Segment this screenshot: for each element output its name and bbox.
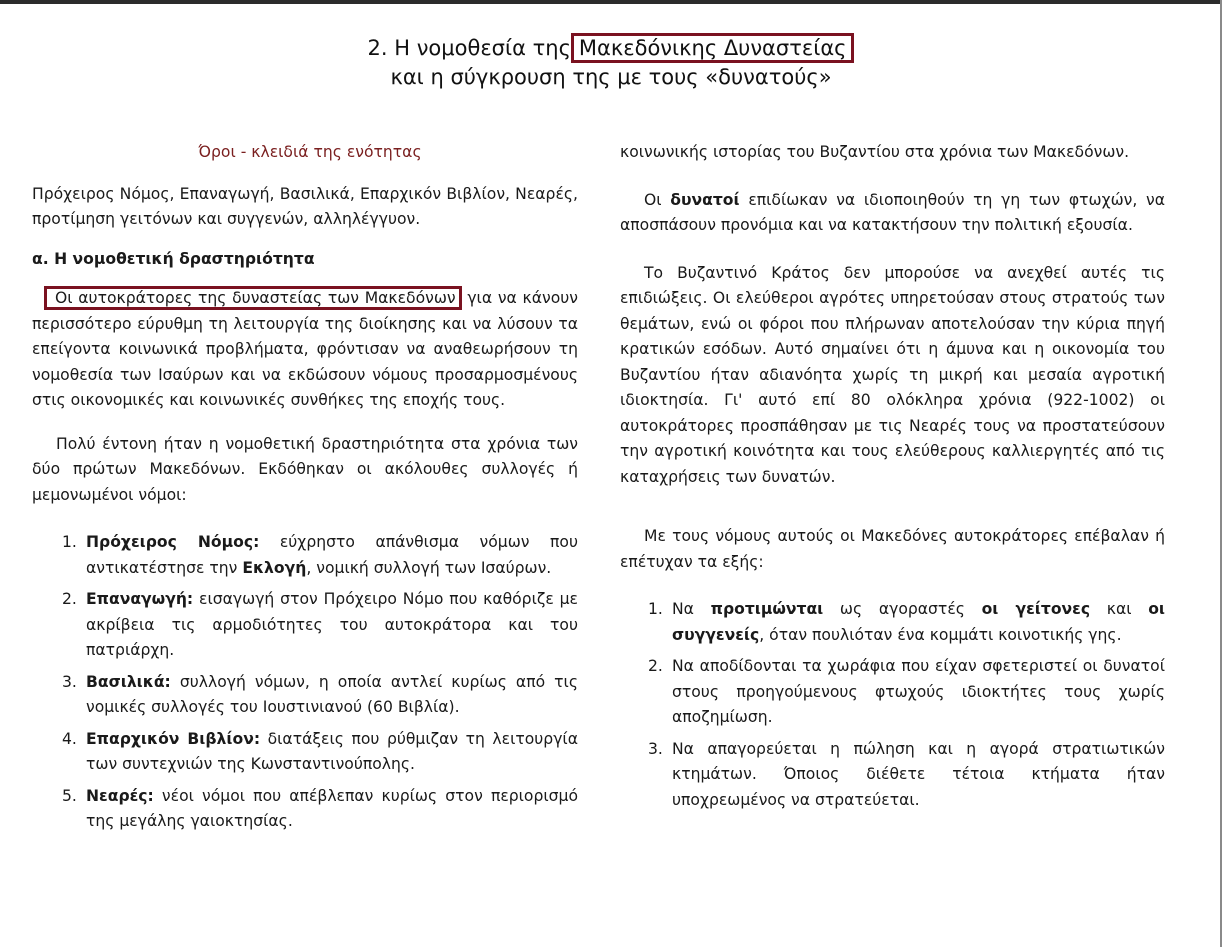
paragraph-activity: Πολύ έντονη ήταν η νομοθετική δραστηριότητα στα χρόνια των δύο πρώτων Μακεδόνων. Εκδόθηκαν οι ακόλουθες συλλογές ή μεμονωμένοι νόμοι: [32,434,578,504]
top-border [0,0,1222,4]
paragraph-laws: Με τους νόμους αυτούς οι Μακεδόνες αυτοκράτορες επέβαλαν ή επέτυχαν τα εξής: [620,527,1165,571]
list-item [32,670,578,721]
dynatoi-text: επιδίωκαν να ιδιοποιηθούν τη γη των φτωχών, να αποσπάσουν προνόμια και να κατακτήσουν την πολιτική εξουσία. [620,190,1166,234]
title-highlight-box: Μακεδόνικης Δυναστείας [571,33,855,63]
item-number: 1. [62,533,77,551]
item-desc: νέοι νόμοι που απέβλεπαν κυρίως στον περιορισμό της μεγάλης γαιοκτησίας. [86,786,578,830]
item-desc: συλλογή νόμων, η οποία αντλεί κυρίως από τις νομικές συλλογές του Ιουστινιανού (60 Βιβλία). [86,672,578,716]
key-terms: Πρόχειρος Νόμος, Επαναγωγή, Βασιλικά, Επαρχικόν Βιβλίον, Νεαρές, προτίμηση γειτόνων και συγγενών, αλληλέγγυον. [32,184,578,228]
item-desc: διατάξεις που ρύθμιζαν τη λειτουργία των συντεχνιών της Κωνσταντινούπολης. [86,729,578,773]
item-desc: εισαγωγή στον Πρόχειρο Νόμο που καθόριζε με ακρίβεια τις αρμοδιότητες του αυτοκράτορα και του πατριάρχη. [86,590,578,659]
item-desc-2: , νομική συλλογή των Ισαύρων. [306,558,552,577]
list-item [32,530,578,581]
highlight-box: Οι αυτοκράτορες της δυναστείας των Μακεδόνων [44,286,462,310]
item-desc-2: ως αγοραστές [823,600,982,618]
paragraph-state: Το Βυζαντινό Κράτος δεν μπορούσε να ανεχθεί αυτές τις επιδιώξεις. Οι ελεύθεροι αγρότες υπηρετούσαν στους στρατούς των θεμάτων, ενώ οι φόροι που πλήρωναν αποτελούσαν την κύρια πηγή κρατικών εσόδων. Αυτό σημαίνει ότι η άμυνα και η οικονομία του Βυζαντίου ήταν αδιανόητα χωρίς τη μικρή και μεσαία αγροτική ιδιοκτησία. Γι' αυτό επί 80 ολόκληρα χρόνια (922-1002) οι αυτοκράτορες προσπάθησαν με τις Νεαρές τους να προστατεύσουν την αγροτική κοινότητα και τους ελεύθερους καλλιεργητές από τις καταχρήσεις των δυνατών. [620,263,1165,486]
dynatoi-prefix: Οι [644,190,671,209]
list-item [620,597,1165,648]
item-term: Βασιλικά: [86,672,171,691]
item-term: Πρόχειρος Νόμος: [86,533,260,551]
left-column [32,140,578,841]
item-text [86,670,578,721]
section-title: Όροι - κλειδιά της ενότητας [198,143,422,161]
list-item [32,727,578,778]
item-term: Επαναγωγή: [86,590,194,608]
item-number: 2. [648,657,663,675]
item-number: 1. [648,600,663,618]
item-text: Να αποδίδονται τα χωράφια που είχαν σφετεριστεί οι δυνατοί στους προηγούμενους φτωχούς ιδιοκτήτες τους χωρίς αποζημίωση. [672,657,1165,726]
paragraph-dynatoi [620,188,1165,239]
subheading-legislative: α. Η νομοθετική δραστηριότητα [32,249,315,268]
item-number: 5. [62,786,77,805]
dynatoi-term: δυνατοί [670,190,740,209]
list-item [32,784,578,835]
paragraph-continuation: κοινωνικής ιστορίας του Βυζαντίου στα χρόνια των Μακεδόνων. [620,143,1130,161]
list-item [620,737,1165,814]
item-text [86,587,578,664]
item-desc-4: , όταν πουλιόταν ένα κομμάτι κοινοτικής γης. [759,625,1122,644]
item-term-3: οι συγγενείς [672,600,1165,644]
title-line-1 [0,34,1222,63]
item-desc: Να [672,600,711,618]
measures-list [620,597,1165,813]
item-text: Να απαγορεύεται η πώληση και η αγορά στρατιωτικών κτημάτων. Όποιος διέθετε τέτοια κτήματα ήταν υποχρεωμένος να στρατεύεται. [672,739,1165,809]
list-item [620,654,1165,731]
item-term: Νεαρές: [86,786,154,805]
item-text [86,530,578,581]
item-number: 2. [62,590,77,608]
item-text [86,784,578,835]
item-text [86,727,578,778]
page-title [0,34,1222,92]
list-item [32,587,578,664]
item-term: προτιμώνται [710,600,824,618]
item-number: 4. [62,729,77,748]
item-number: 3. [648,739,663,758]
title-prefix: 2. Η νομοθεσία της [367,36,571,60]
title-line-2: και η σύγκρουση της με τους «δυνατούς» [390,65,832,89]
law-collections-list [32,530,578,835]
item-number: 3. [62,672,77,691]
right-column [620,140,1165,819]
paragraph-emperors [32,286,578,414]
paragraph-emperors-text: για να κάνουν περισσότερο εύρυθμη τη λειτουργία της διοίκησης και να λύσουν τα επείγοντα κοινωνικά προβλήματα, φρόντισαν να αναθεωρήσουν τη νομοθεσία των Ισαύρων και να εκδώσουν νόμους προσαρμοσμένους στις οικονομικές και κοινωνικές συνθήκες της εποχής τους. [32,289,578,409]
item-term-2: οι γείτονες [981,600,1091,618]
item-desc-3: και [1090,600,1149,618]
item-desc: εύχρηστο απάνθισμα νόμων που αντικατέστησε την [86,533,578,577]
item-term-2: Εκλογή [242,558,307,577]
item-term: Επαρχικόν Βιβλίον: [86,729,261,748]
item-text [672,597,1165,648]
